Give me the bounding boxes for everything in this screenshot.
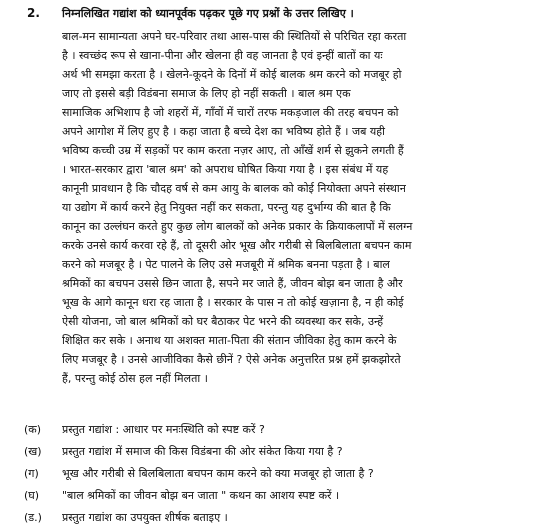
sub-question-label: (ख) xyxy=(24,445,42,458)
sub-question-text: भूख और गरीबी से बिलबिलाता बचपन काम करने को क्या मजबूर हो जाता है ? xyxy=(62,467,374,480)
passage-line: बाल-मन सामान्यता अपने घर-परिवार तथा आस-पास की स्थितियों से परिचित रहा करता xyxy=(62,30,407,43)
passage-line: अपने आगोश में लिए हुए है । कहा जाता है बच्चे देश का भविष्य होते हैं । जब यही xyxy=(62,125,385,138)
passage-line: जाए तो इससे बड़ी विडंबना समाज के लिए हो नहीं सकती । बाल श्रम एक xyxy=(62,87,351,100)
passage-line: कानूनी प्रावधान है कि चौदह वर्ष से कम आयु के बालक को कोई नियोक्ता अपने संस्थान xyxy=(62,182,406,195)
passage-line: । भारत-सरकार द्वारा 'बाल श्रम' को अपराध घोषित किया गया है । इस संबंध में यह xyxy=(62,163,389,176)
sub-question-label: (घ) xyxy=(24,489,40,502)
passage-line: या उद्योग में कार्य करने हेतु नियुक्त नहीं कर सकता, परन्तु यह दुर्भाग्य की बात है कि xyxy=(62,201,391,214)
sub-question-label: (क) xyxy=(24,423,42,436)
passage-line: करके उनसे कार्य करवा रहे हैं, तो दूसरी ओर भूख और गरीबी से बिलबिलाता बचपन काम xyxy=(62,239,412,252)
passage xyxy=(62,27,532,388)
passage-line: अर्थ भी समझा करता है । खेलने-कूदने के दिनों में कोई बालक श्रम करने को मजबूर हो xyxy=(62,68,402,81)
sub-question-text: प्रस्तुत गद्यांश का उपयुक्त शीर्षक बताइए । xyxy=(62,511,228,524)
passage-line: शिक्षित कर सके । अनाथ या अशक्त माता-पिता की संतान जीविका हेतु काम करने के xyxy=(62,334,397,347)
passage-line: करने को मजबूर है । पेट पालने के लिए उसे मजबूरी में श्रमिक बनना पड़ता है । बाल xyxy=(62,258,390,271)
passage-line: भविष्य कच्ची उम्र में सड़कों पर काम करता नज़र आए, तो आँखें शर्म से झुकने लगती हैं xyxy=(62,144,404,157)
passage-line: है । स्वच्छंद रूप से खाना-पीना और खेलना ही वह जानता है एवं इन्हीं बातों का यः xyxy=(62,49,383,62)
sub-question xyxy=(24,441,534,463)
sub-question xyxy=(24,419,534,441)
passage-line: लिए मजबूर है । उनसे आजीविका कैसे छीनें ? ऐसे अनेक अनुत्तरित प्रश्न हमें झकझोरते xyxy=(62,353,401,366)
sub-question-label: (ग) xyxy=(24,467,39,480)
passage-line: भूख के आगे कानून धरा रह जाता है । सरकार के पास न तो कोई खज़ाना है, न ही कोई xyxy=(62,296,404,309)
passage-line: ऐसी योजना, जो बाल श्रमिकों को घर बैठाकर पेट भरने की व्यवस्था कर सके, उन्हें xyxy=(62,315,384,328)
sub-question-text: "बाल श्रमिकों का जीवन बोझ बन जाता " कथन का आशय स्पष्ट करें । xyxy=(62,489,340,502)
passage-line: हैं, परन्तु कोई ठोस हल नहीं मिलता । xyxy=(62,372,208,385)
passage-line: श्रमिकों का बचपन उससे छिन जाता है, सपने मर जाते हैं, जीवन बोझ बन जाता है और xyxy=(62,277,403,290)
sub-question-text: प्रस्तुत गद्यांश : आधार पर मनःस्थिति को स्पष्ट करें ? xyxy=(62,423,265,436)
question-number: 2. xyxy=(27,6,40,20)
question-instruction: निम्नलिखित गद्यांश को ध्यानपूर्वक पढ़कर पूछे गए प्रश्नों के उत्तर लिखिए । xyxy=(62,7,354,20)
sub-question xyxy=(24,485,534,507)
sub-question xyxy=(24,507,534,529)
sub-question-label: (ड.) xyxy=(24,511,42,524)
sub-questions xyxy=(24,419,534,529)
sub-question-text: प्रस्तुत गद्यांश में समाज की किस विडंबना की ओर संकेत किया गया है ? xyxy=(62,445,343,458)
sub-question xyxy=(24,463,534,485)
passage-line: कानून का उल्लंघन करते हुए कुछ लोग बालकों को अनेक प्रकार के क्रियाकलापों में सलग्न xyxy=(62,220,413,233)
passage-line: सामाजिक अभिशाप है जो शहरों में, गाँवों में चारों तरफ मकड़जाल की तरह बचपन को xyxy=(62,106,399,119)
